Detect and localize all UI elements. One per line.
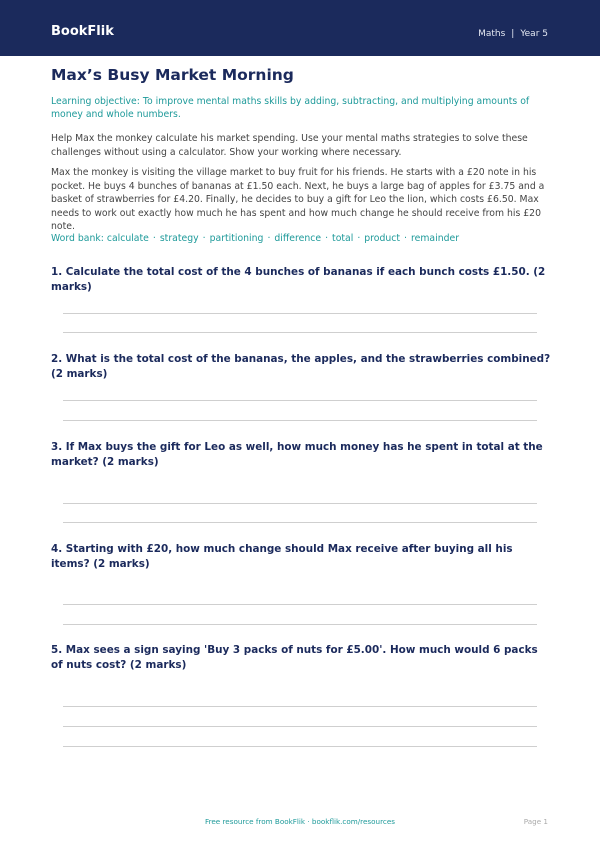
page-header xyxy=(0,0,600,56)
word-bank-word: total xyxy=(332,233,354,244)
year-label: Year 5 xyxy=(520,29,548,39)
answer-line[interactable] xyxy=(63,624,537,625)
answer-line[interactable] xyxy=(63,400,537,401)
answer-line[interactable] xyxy=(63,420,537,421)
intro-paragraph: Help Max the monkey calculate his market spending. Use your mental maths strategies to solve these challenges without using a calculator. Show your working where necessary. xyxy=(51,133,528,158)
page-number: Page 1 xyxy=(523,817,548,826)
answer-line[interactable] xyxy=(63,604,537,605)
subject-label: Maths xyxy=(478,29,506,39)
answer-line[interactable] xyxy=(63,503,537,504)
footer-credit: Free resource from BookFlik · bookflik.com/resources xyxy=(204,817,396,826)
page-title: Max’s Busy Market Morning xyxy=(51,66,294,84)
word-bank-word: partitioning xyxy=(209,233,264,244)
separator: | xyxy=(511,29,515,39)
question-5: 5. Max sees a sign saying 'Buy 3 packs of nuts for £5.00'. How much would 6 packs of nuts cost? (2 marks) xyxy=(51,644,538,671)
answer-line[interactable] xyxy=(63,746,537,747)
story-paragraph: Max the monkey is visiting the village market to buy fruit for his friends. He starts with a £20 note in his pocket. He buys 4 bunches of bananas at £1.50 each. Next, he buys a large bag of apples for £3.75 and a basket of strawberries for £4.20. Finally, he decides to buy a gift for Leo the lion, which costs £6.50. Max needs to work out exactly how much he has spent and how much change he should receive from his £20 note. xyxy=(51,167,545,232)
word-bank-label: Word bank: xyxy=(51,233,104,244)
question-3: 3. If Max buys the gift for Leo as well, how much money has he spent in total at the market? (2 marks) xyxy=(51,441,543,468)
answer-line[interactable] xyxy=(63,706,537,707)
word-bank-word: strategy xyxy=(159,233,199,244)
answer-line[interactable] xyxy=(63,522,537,523)
answer-line[interactable] xyxy=(63,332,537,333)
brand-logo: BookFlik xyxy=(51,24,114,39)
answer-line[interactable] xyxy=(63,726,537,727)
word-bank-word: remainder xyxy=(411,233,460,244)
word-bank-word: difference xyxy=(274,233,322,244)
learning-objective: Learning objective: To improve mental maths skills by adding, subtracting, and multiplying amounts of money and whole numbers. xyxy=(51,96,530,120)
question-2: 2. What is the total cost of the bananas, the apples, and the strawberries combined? (2 marks) xyxy=(51,353,551,380)
subject-year xyxy=(478,28,548,40)
word-bank: Word bank: calculate · strategy · partitioning · difference · total · product · remainder xyxy=(51,233,460,244)
answer-line[interactable] xyxy=(63,313,537,314)
question-1: 1. Calculate the total cost of the 4 bunches of bananas if each bunch costs £1.50. (2 marks) xyxy=(51,266,546,293)
word-bank-word: product xyxy=(364,233,401,244)
question-4: 4. Starting with £20, how much change should Max receive after buying all his items? (2 marks) xyxy=(51,543,513,570)
word-bank-word: calculate xyxy=(106,233,149,244)
